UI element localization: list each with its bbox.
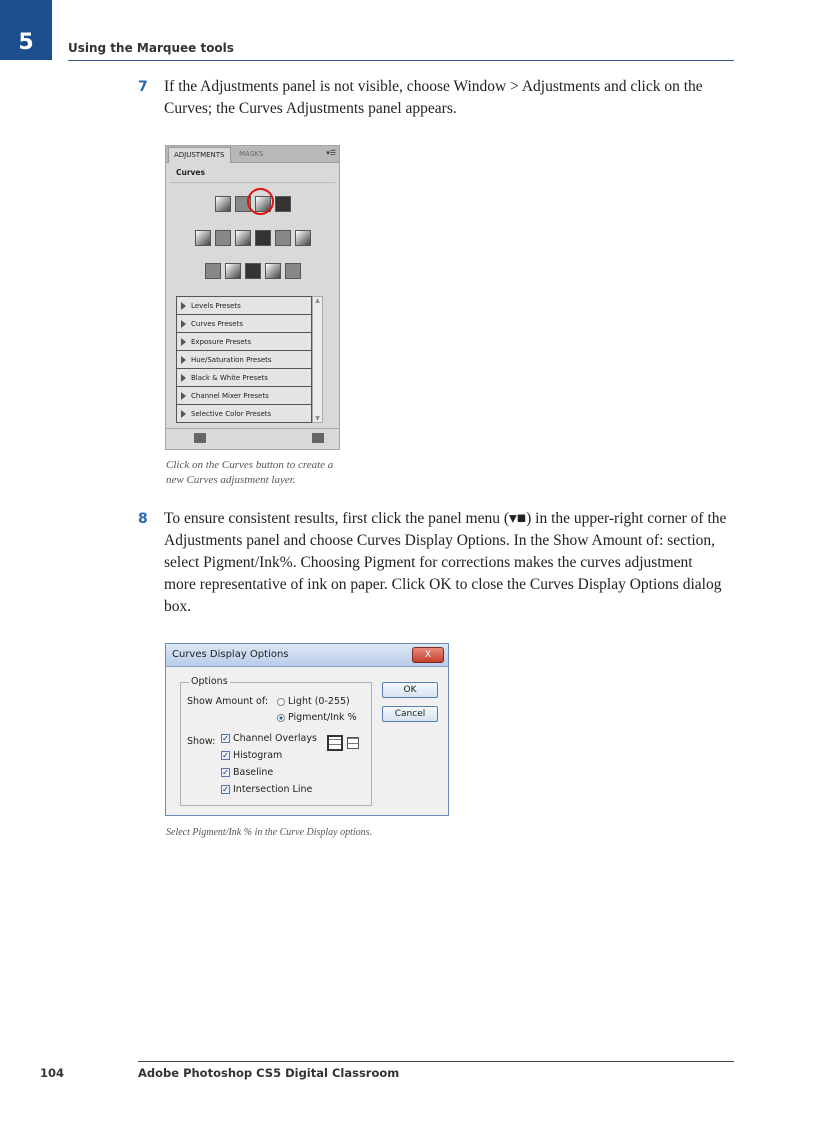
checkbox-intersection-line[interactable]: ✓ Intersection Line	[222, 784, 313, 795]
radio-light[interactable]: Light (0-255)	[277, 696, 350, 707]
checkmark-icon: ✓	[222, 751, 229, 760]
dialog-title-bar	[166, 644, 448, 667]
scroll-up-icon[interactable]: ▲	[315, 297, 320, 304]
checkmark-icon: ✓	[222, 734, 229, 743]
group-label: Options	[191, 676, 228, 687]
threshold-icon[interactable]	[245, 263, 261, 279]
gradient-map-icon[interactable]	[265, 263, 281, 279]
figure-caption: Select Pigment/Ink % in the Curve Display options.	[166, 827, 373, 838]
list-item[interactable]: Levels Presets	[177, 297, 311, 315]
selective-color-icon[interactable]	[285, 263, 301, 279]
chapter-number: 5	[18, 30, 34, 55]
footer-rule	[138, 1061, 734, 1062]
book-title: Adobe Photoshop CS5 Digital Classroom	[138, 1066, 400, 1080]
running-title: Using the Marquee tools	[68, 41, 234, 55]
clip-layer-icon[interactable]	[194, 433, 206, 443]
exposure-icon[interactable]	[275, 196, 291, 212]
brightness-icon[interactable]	[215, 196, 231, 212]
tab-masks[interactable]: MASKS	[239, 150, 264, 158]
invert-icon[interactable]	[205, 263, 221, 279]
checkmark-icon: ✓	[222, 785, 229, 794]
step-text: If the Adjustments panel is not visible, choose Window > Adjustments and click on the Curves; the Curves Adjustments panel appears.	[164, 78, 703, 117]
radio-selected-icon	[277, 714, 285, 722]
checkbox-baseline[interactable]: ✓ Baseline	[222, 767, 274, 778]
step-8	[138, 508, 728, 618]
tab-adjustments[interactable]: ADJUSTMENTS	[168, 147, 231, 163]
expand-triangle-icon	[181, 338, 186, 346]
expand-triangle-icon	[181, 374, 186, 382]
black-white-icon[interactable]	[255, 230, 271, 246]
expand-triangle-icon	[181, 410, 186, 418]
adjustment-icons-row-2	[166, 230, 339, 246]
list-item[interactable]: Hue/Saturation Presets	[177, 351, 311, 369]
figure-caption: Click on the Curves button to create a new Curves adjustment layer.	[166, 459, 334, 486]
step-7	[138, 76, 728, 120]
panel-footer	[166, 428, 339, 449]
adjustment-icons-row-3	[166, 263, 339, 279]
scroll-down-icon[interactable]: ▼	[315, 415, 320, 422]
step-number: 8	[138, 511, 148, 527]
photo-filter-icon[interactable]	[275, 230, 291, 246]
preset-list	[176, 296, 312, 423]
radio-icon	[277, 698, 285, 706]
panel-tabs	[166, 146, 339, 163]
list-item[interactable]: Black & White Presets	[177, 369, 311, 387]
step-number: 7	[138, 79, 148, 95]
curves-highlight-circle	[247, 188, 274, 215]
header-rule	[68, 60, 734, 61]
checkmark-icon: ✓	[222, 768, 229, 777]
adjustments-panel-figure	[165, 145, 340, 450]
show-amount-label: Show Amount of:	[187, 696, 269, 707]
dialog-title: Curves Display Options	[172, 649, 289, 660]
vibrance-icon[interactable]	[195, 230, 211, 246]
cancel-button[interactable]: Cancel	[382, 706, 438, 722]
curves-display-options-dialog	[165, 643, 449, 816]
posterize-icon[interactable]	[225, 263, 241, 279]
expand-triangle-icon	[181, 356, 186, 364]
panel-menu-icon[interactable]: ▾☰	[326, 149, 336, 157]
show-label: Show:	[187, 736, 216, 747]
panel-title: Curves	[170, 163, 335, 183]
list-item[interactable]: Selective Color Presets	[177, 405, 311, 423]
options-group	[180, 676, 372, 806]
ok-button[interactable]: OK	[382, 682, 438, 698]
radio-pigment[interactable]: Pigment/Ink %	[277, 712, 357, 723]
step-text: To ensure consistent results, first click the panel menu (▾■) in the upper-right corner of the Adjustments panel and choose Curves Display Options. In the Show Amount of: section, select Pigment/Ink%. Choosing Pigment for corrections makes the curves adjustment more representative of ink on paper. Click OK to close the Curves Display Options dialog box.	[164, 510, 727, 615]
simple-grid-icon[interactable]	[327, 735, 343, 751]
checkbox-channel-overlays[interactable]: ✓ Channel Overlays	[222, 733, 317, 744]
channel-mixer-icon[interactable]	[295, 230, 311, 246]
expand-view-icon[interactable]	[312, 433, 324, 443]
list-item[interactable]: Curves Presets	[177, 315, 311, 333]
list-item[interactable]: Channel Mixer Presets	[177, 387, 311, 405]
page-number: 104	[40, 1066, 65, 1080]
expand-triangle-icon	[181, 320, 186, 328]
color-balance-icon[interactable]	[235, 230, 251, 246]
close-button[interactable]: X	[412, 647, 444, 663]
chapter-tab	[0, 0, 52, 60]
expand-triangle-icon	[181, 302, 186, 310]
detailed-grid-icon[interactable]	[347, 737, 359, 749]
expand-triangle-icon	[181, 392, 186, 400]
hue-saturation-icon[interactable]	[215, 230, 231, 246]
scrollbar[interactable]	[312, 296, 323, 423]
checkbox-histogram[interactable]: ✓ Histogram	[222, 750, 283, 761]
list-item[interactable]: Exposure Presets	[177, 333, 311, 351]
